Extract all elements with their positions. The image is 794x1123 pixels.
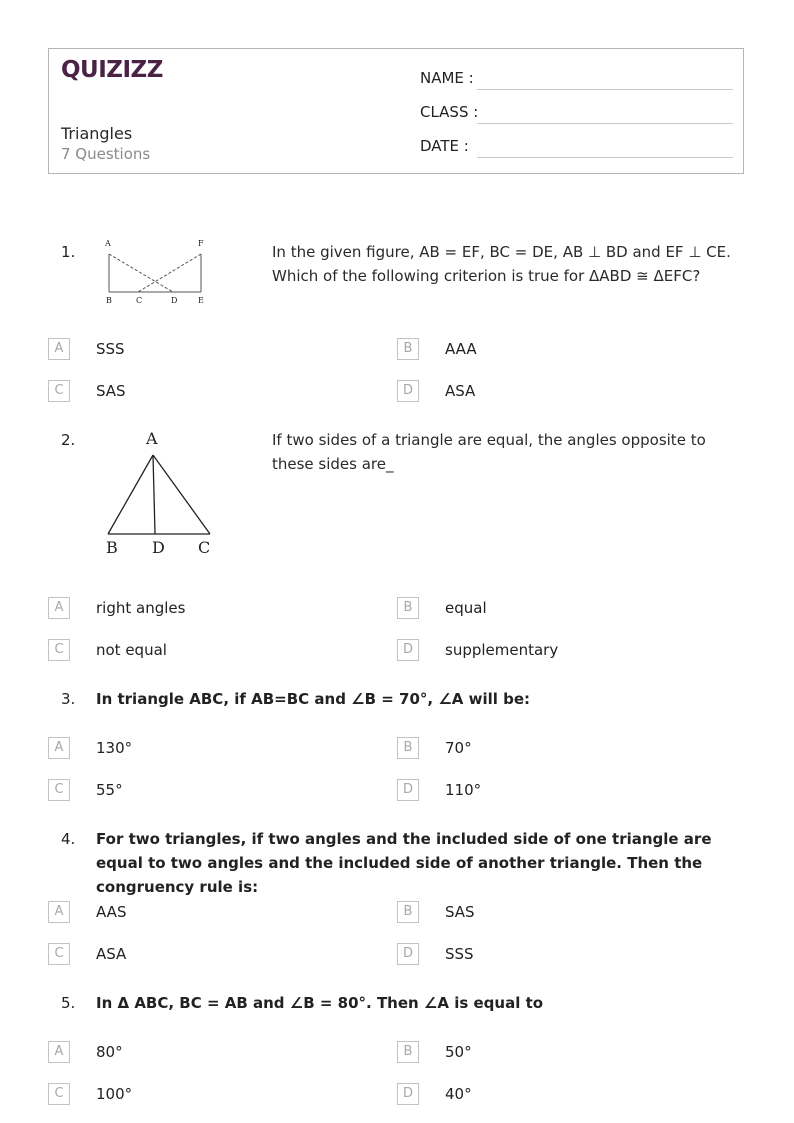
option-letter-box[interactable]: A xyxy=(48,737,70,759)
option-text[interactable]: ASA xyxy=(96,945,127,963)
question-number: 1. xyxy=(61,243,76,261)
question-text: In the given figure, AB = EF, BC = DE, AB ⊥ BD and EF ⊥ CE. Which of the following criterion is true for ΔABD ≅ ΔEFC? xyxy=(272,243,731,285)
option-text[interactable]: not equal xyxy=(96,641,167,659)
option-text[interactable]: equal xyxy=(445,599,487,617)
option-letter-box[interactable]: B xyxy=(397,737,419,759)
worksheet-title: Triangles xyxy=(61,124,133,143)
option-letter-box[interactable]: C xyxy=(48,380,70,402)
option-text[interactable]: supplementary xyxy=(445,641,559,659)
question-count: 7 Questions xyxy=(61,145,151,163)
option-text[interactable]: ASA xyxy=(445,382,476,400)
option-text[interactable]: 100° xyxy=(96,1085,133,1103)
option-text[interactable]: 70° xyxy=(445,739,472,757)
name-label: NAME : xyxy=(420,69,474,87)
option-letter-box[interactable]: C xyxy=(48,639,70,661)
question-number: 5. xyxy=(61,994,76,1012)
option-text[interactable]: 80° xyxy=(96,1043,123,1061)
side-ac xyxy=(153,455,210,534)
option-text[interactable]: AAS xyxy=(96,903,127,921)
option-text[interactable]: SAS xyxy=(445,903,475,921)
question-text: If two sides of a triangle are equal, the angles opposite to these sides are_ xyxy=(272,431,706,473)
label-a: A xyxy=(146,429,158,448)
option-text[interactable]: 110° xyxy=(445,781,482,799)
label-b: B xyxy=(106,538,118,557)
question-number: 4. xyxy=(61,830,76,848)
label-a: A xyxy=(105,239,111,248)
date-field[interactable] xyxy=(477,157,733,158)
worksheet-header xyxy=(48,48,744,174)
option-letter-box[interactable]: A xyxy=(48,597,70,619)
class-label: CLASS : xyxy=(420,103,479,121)
name-field[interactable] xyxy=(477,89,733,90)
option-letter-box[interactable]: B xyxy=(397,901,419,923)
segment-fc xyxy=(138,254,201,292)
segment-ad xyxy=(109,254,173,292)
option-letter-box[interactable]: A xyxy=(48,901,70,923)
question-2-figure xyxy=(100,424,220,560)
option-letter-box[interactable]: D xyxy=(397,1083,419,1105)
option-letter-box[interactable]: B xyxy=(397,338,419,360)
option-text[interactable]: 55° xyxy=(96,781,123,799)
question-1-figure xyxy=(100,236,212,308)
option-text[interactable]: 50° xyxy=(445,1043,472,1061)
question-number: 3. xyxy=(61,690,76,708)
class-field[interactable] xyxy=(477,123,733,124)
segment-ad xyxy=(153,455,155,534)
option-letter-box[interactable]: C xyxy=(48,943,70,965)
option-letter-box[interactable]: B xyxy=(397,597,419,619)
label-d: D xyxy=(171,296,178,305)
question-text: In triangle ABC, if AB=BC and ∠B = 70°, ∠A will be: xyxy=(96,690,531,708)
label-b: B xyxy=(106,296,112,305)
option-letter-box[interactable]: C xyxy=(48,779,70,801)
date-label: DATE : xyxy=(420,137,469,155)
label-e: E xyxy=(198,296,204,305)
question-text: For two triangles, if two angles and the included side of one triangle are equal to two angles and the included side of another triangle. Then the congruency rule is: xyxy=(96,830,712,896)
option-letter-box[interactable]: A xyxy=(48,1041,70,1063)
option-text[interactable]: SAS xyxy=(96,382,126,400)
option-text[interactable]: right angles xyxy=(96,599,186,617)
option-letter-box[interactable]: C xyxy=(48,1083,70,1105)
option-letter-box[interactable]: D xyxy=(397,639,419,661)
label-c: C xyxy=(136,296,143,305)
quizizz-logo xyxy=(61,57,163,89)
option-letter-box[interactable]: B xyxy=(397,1041,419,1063)
question-text: In Δ ABC, BC = AB and ∠B = 80°. Then ∠A is equal to xyxy=(96,994,544,1012)
option-letter-box[interactable]: D xyxy=(397,380,419,402)
option-letter-box[interactable]: D xyxy=(397,943,419,965)
option-text[interactable]: 40° xyxy=(445,1085,472,1103)
question-number: 2. xyxy=(61,431,76,449)
label-d: D xyxy=(152,538,165,557)
label-c: C xyxy=(198,538,211,557)
option-text[interactable]: SSS xyxy=(445,945,474,963)
logo-text: QUIZIZZ xyxy=(61,57,163,83)
option-text[interactable]: 130° xyxy=(96,739,133,757)
option-letter-box[interactable]: A xyxy=(48,338,70,360)
option-text[interactable]: AAA xyxy=(445,340,477,358)
option-letter-box[interactable]: D xyxy=(397,779,419,801)
option-text[interactable]: SSS xyxy=(96,340,125,358)
label-f: F xyxy=(198,239,204,248)
side-ab xyxy=(108,455,153,534)
